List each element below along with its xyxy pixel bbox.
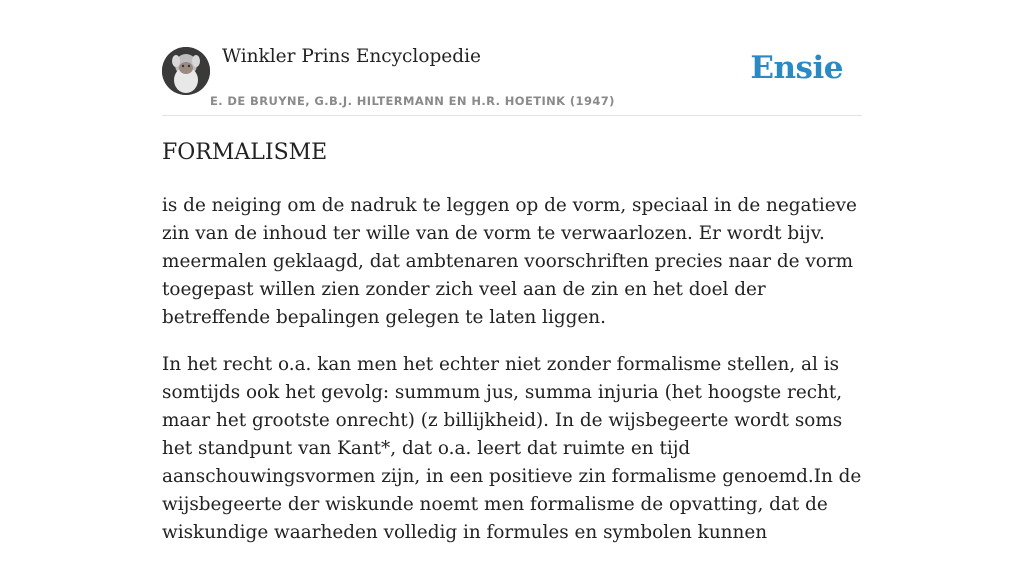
author-portrait-icon[interactable] <box>162 47 210 95</box>
entry-title: FORMALISME <box>162 140 328 165</box>
entry-paragraph: is de neiging om de nadruk te leggen op de vorm, speciaal in de negatieve zin van de inhoud ter wille van de vorm te verwaarlozen. Er wordt bijv. meermalen geklaagd, dat ambtenaren voorschriften precies naar de vorm toegepast willen zien zonder zich veel aan de zin en het doel der betreffende bepalingen gelegen te laten liggen. <box>162 195 857 328</box>
source-title[interactable]: Winkler Prins Encyclopedie <box>222 46 481 67</box>
entry-paragraph: In het recht o.a. kan men het echter niet zonder formalisme stellen, al is somtijds ook het gevolg: summum jus, summa injuria (het hoogste recht, maar het grootste onrecht) (z billijkheid). In de wijsbegeerte wordt soms het standpunt van Kant*, dat o.a. leert dat ruimte en tijd aanschouwingsvormen zijn, in een positieve zin formalisme genoemd.In de wijsbegeerte der wiskunde noemt men formalisme de opvatting, dat de wiskundige waarheden volledig in formules en symbolen kunnen <box>162 354 862 543</box>
entry-body <box>162 192 862 566</box>
brand-logo[interactable]: Ensie <box>750 50 843 86</box>
authors-line: E. DE BRUYNE, G.B.J. HILTERMANN EN H.R. HOETINK (1947) <box>210 94 615 108</box>
header-divider <box>162 115 862 116</box>
